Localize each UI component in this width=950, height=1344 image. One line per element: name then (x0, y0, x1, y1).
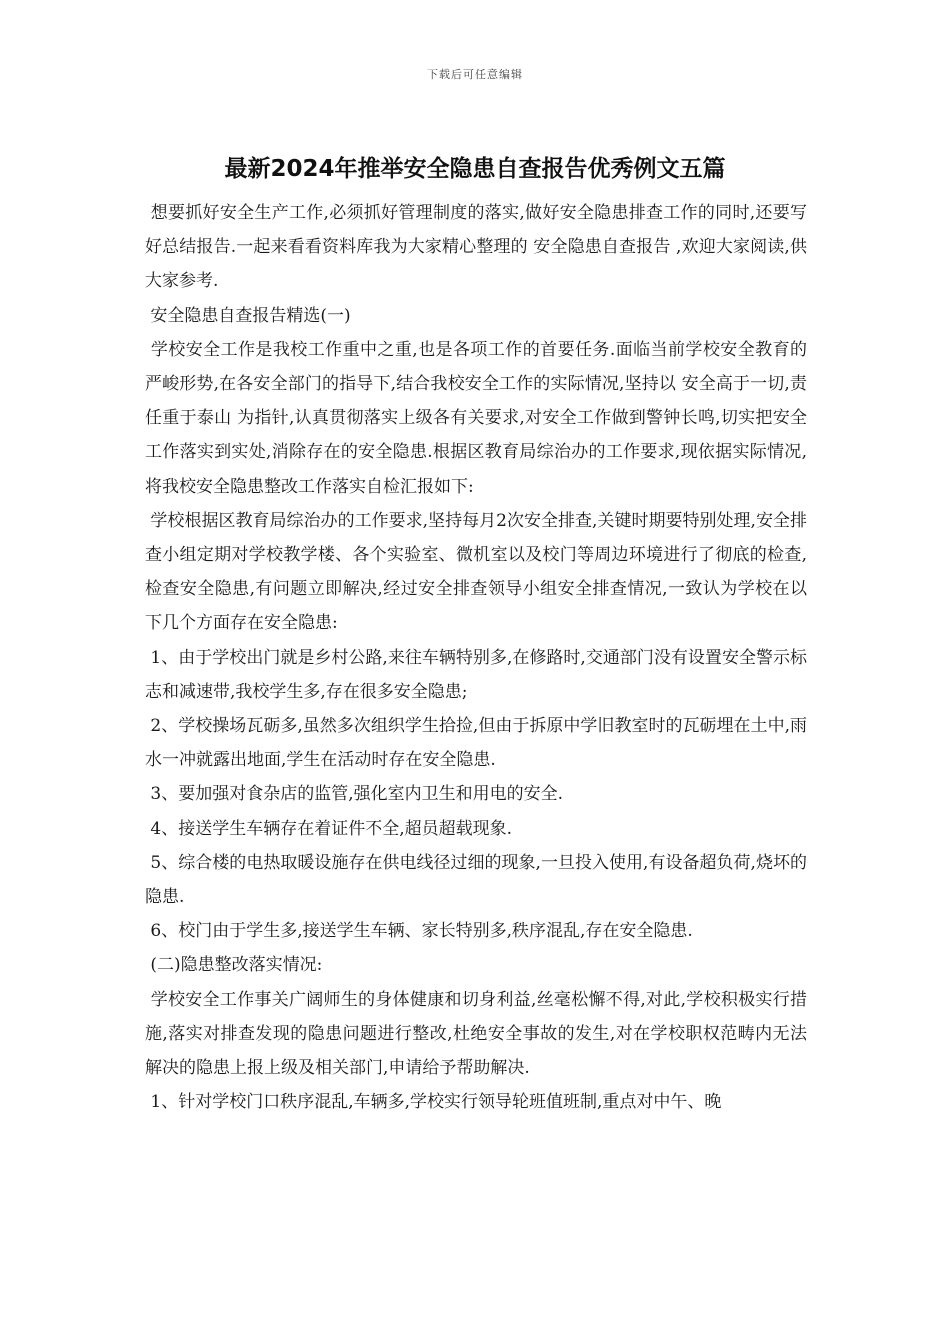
list-item: 3、要加强对食杂店的监管,强化室内卫生和用电的安全. (145, 784, 564, 805)
paragraph-intro: 想要抓好安全生产工作,必须抓好管理制度的落实,做好安全隐患排查工作的同时,还要写好总结报告.一起来看看资料库我为大家精心整理的 安全隐患自查报告 ,欢迎大家阅读,供大家参考. (145, 203, 808, 292)
list-item: 6、校门由于学生多,接送学生车辆、家长特别多,秩序混乱,存在安全隐患. (145, 921, 693, 942)
document-body (145, 196, 807, 1119)
paragraph: 学校安全工作是我校工作重中之重,也是各项工作的首要任务.面临当前学校安全教育的严峻形势,在各安全部门的指导下,结合我校安全工作的实际情况,坚持以 安全高于一切,责任重于泰山 为指针,认真贯彻落实上级各有关要求,对安全工作做到警钟长鸣,切实把安全工作落实到实处,消除存在的安全隐患.根据区教育局综治办的工作要求,现依据实际情况,将我校安全隐患整改工作落实自检汇报如下: (145, 339, 808, 497)
paragraph: 学校根据区教育局综治办的工作要求,坚持每月2次安全排查,关键时期要特别处理,安全排查小组定期对学校教学楼、各个实验室、微机室以及校门等周边环境进行了彻底的检查,检查安全隐患,有问题立即解决,经过安全排查领导小组安全排查情况,一致认为学校在以下几个方面存在安全隐患: (145, 510, 807, 634)
list-item: 2、学校操场瓦砺多,虽然多次组织学生拾捡,但由于拆原中学旧教室时的瓦砺埋在土中,雨水一冲就露出地面,学生在活动时存在安全隐患. (145, 716, 807, 771)
paragraph: 学校安全工作事关广阔师生的身体健康和切身利益,丝毫松懈不得,对此,学校积极实行措施,落实对排查发现的隐患问题进行整改,杜绝安全事故的发生,对在学校职权范畴内无法解决的隐患上报上级及相关部门,申请给予帮助解决. (145, 989, 808, 1079)
section-heading-2: (二)隐患整改落实情况: (145, 955, 323, 976)
list-item: 1、由于学校出门就是乡村公路,来往车辆特别多,在修路时,交通部门没有设置安全警示标志和减速带,我校学生多,存在很多安全隐患; (145, 647, 807, 702)
list-item: 5、综合楼的电热取暖设施存在供电线径过细的现象,一旦投入使用,有设备超负荷,烧坏的隐患. (145, 852, 807, 908)
document-title: 最新2024年推举安全隐患自查报告优秀例文五篇 (224, 156, 726, 182)
header-note: 下载后可任意编辑 (427, 68, 523, 81)
list-item: 1、针对学校门口秩序混乱,车辆多,学校实行领导轮班值班制,重点对中午、晚 (145, 1092, 722, 1113)
section-heading-1: 安全隐患自查报告精选(一) (145, 305, 351, 326)
list-item: 4、接送学生车辆存在着证件不全,超员超载现象. (145, 818, 513, 839)
